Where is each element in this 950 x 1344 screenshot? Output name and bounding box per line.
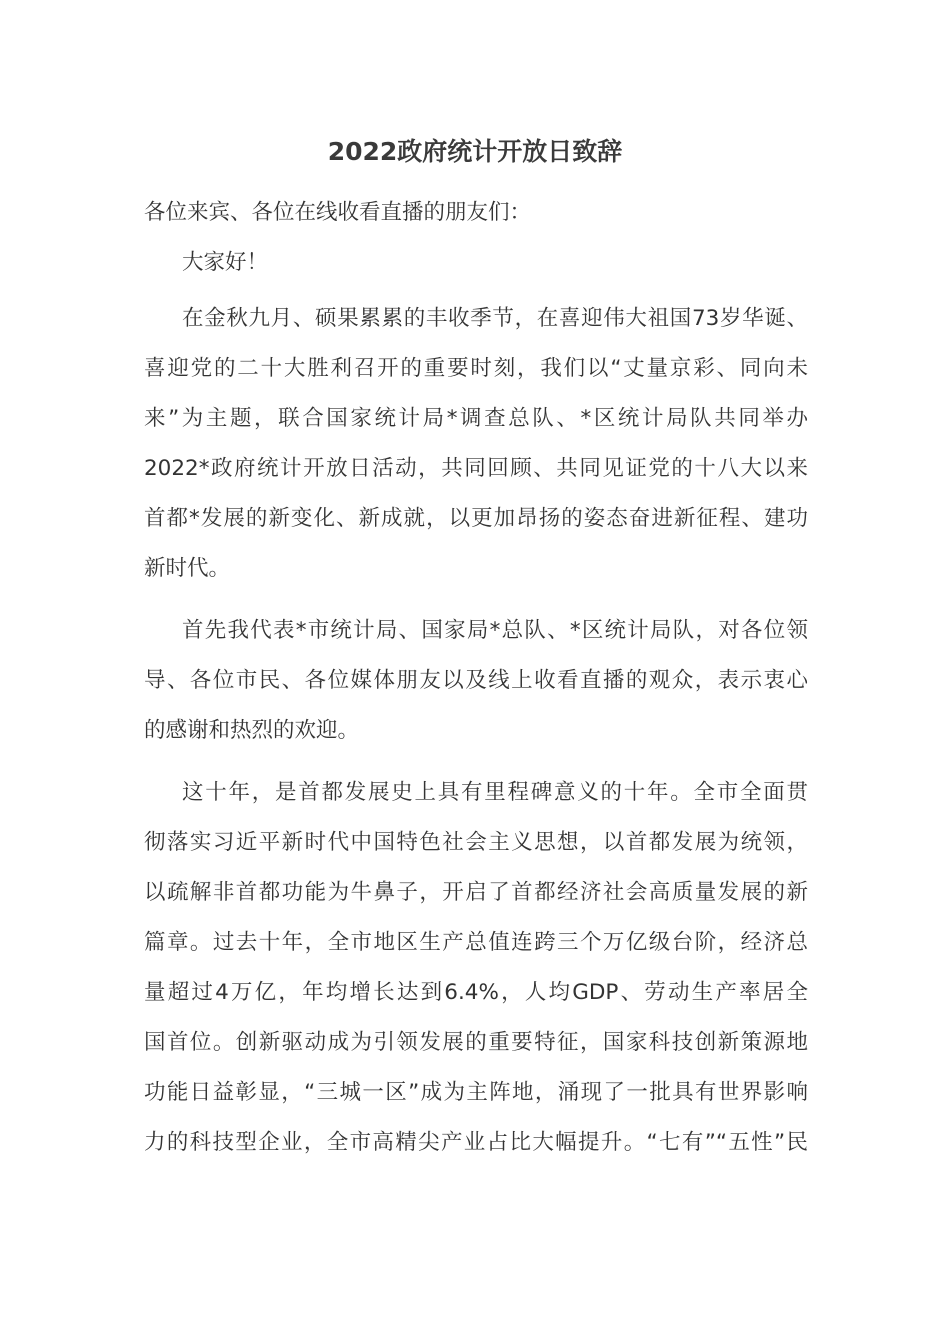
paragraph-line: 量超过4万亿，年均增长达到6.4%，人均GDP、劳动生产率居全 — [144, 980, 808, 1005]
paragraph-line: 新时代。 — [144, 556, 231, 581]
document-body — [144, 194, 808, 1180]
paragraph-line: 力的科技型企业，全市高精尖产业占比大幅提升。“七有”“五性”民 — [144, 1130, 808, 1155]
paragraph-line: 来”为主题，联合国家统计局*调查总队、*区统计局队共同举办 — [144, 406, 808, 431]
paragraph-line: 彻落实习近平新时代中国特色社会主义思想，以首都发展为统领， — [144, 830, 808, 855]
paragraph-line: 喜迎党的二十大胜利召开的重要时刻，我们以“丈量京彩、同向未 — [144, 356, 808, 381]
paragraph-line: 导、各位市民、各位媒体朋友以及线上收看直播的观众，表示衷心 — [144, 668, 808, 693]
paragraph-line: 在金秋九月、硕果累累的丰收季节，在喜迎伟大祖国73岁华诞、 — [182, 306, 808, 331]
paragraph-line: 篇章。过去十年，全市地区生产总值连跨三个万亿级台阶，经济总 — [144, 930, 808, 955]
paragraph-line: 功能日益彰显，“三城一区”成为主阵地，涌现了一批具有世界影响 — [144, 1080, 808, 1105]
paragraph-decade-review — [144, 768, 808, 1168]
paragraph-line: 的感谢和热烈的欢迎。 — [144, 718, 360, 743]
salutation: 各位来宾、各位在线收看直播的朋友们： — [144, 200, 532, 225]
paragraph-line: 2022*政府统计开放日活动，共同回顾、共同见证党的十八大以来 — [144, 456, 808, 481]
paragraph-line: 首先我代表*市统计局、国家局*总队、*区统计局队，对各位领 — [182, 618, 808, 643]
paragraph-line: 这十年，是首都发展史上具有里程碑意义的十年。全市全面贯 — [182, 780, 808, 805]
paragraph-line: 国首位。创新驱动成为引领发展的重要特征，国家科技创新策源地 — [144, 1030, 808, 1055]
paragraph-line: 以疏解非首都功能为牛鼻子，开启了首都经济社会高质量发展的新 — [144, 880, 808, 905]
paragraph-thanks — [144, 606, 808, 756]
document-title: 2022政府统计开放日致辞 — [327, 137, 623, 166]
paragraph-line: 首都*发展的新变化、新成就，以更加昂扬的姿态奋进新征程、建功 — [144, 506, 808, 531]
greeting: 大家好！ — [182, 250, 269, 275]
paragraph-opening — [144, 294, 808, 594]
